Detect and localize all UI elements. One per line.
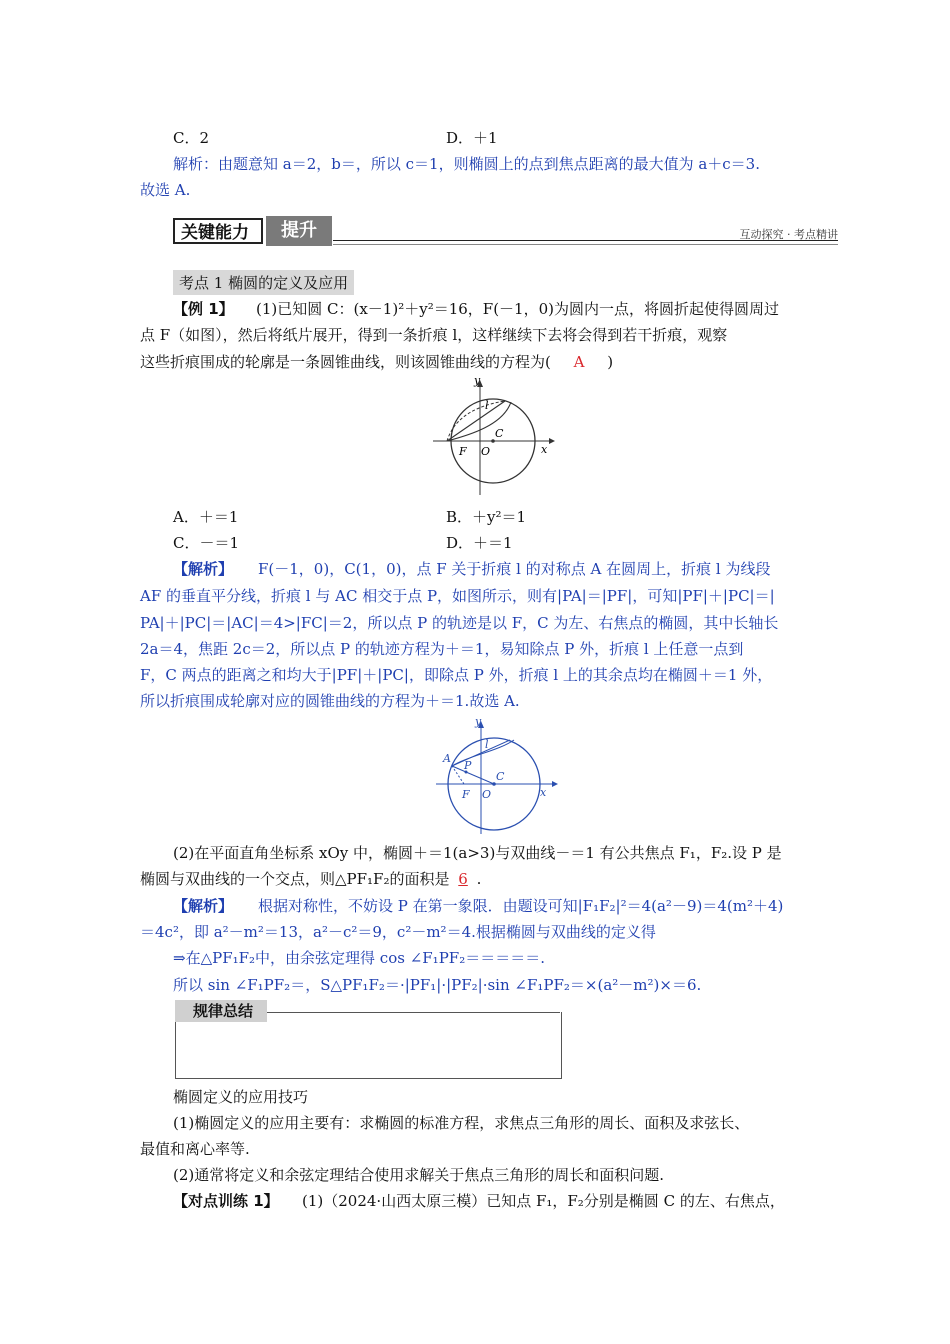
summary-tab: 规律总结: [175, 1000, 267, 1022]
option-d: D．＋1: [446, 129, 498, 147]
analysis-line: 根据对称性，不妨设 P 在第一象限．由题设可知|F₁F₂|²＝4(a²－9)＝4(m²＋4): [258, 897, 784, 915]
answer: 6: [458, 870, 468, 888]
problem-text: [140, 868, 481, 889]
label-a: A: [443, 752, 451, 765]
summary-text: (1)椭圆定义的应用主要有：求椭圆的标准方程，求焦点三角形的周长、面积及求弦长、: [173, 1114, 750, 1132]
option-c: C．2: [173, 129, 210, 147]
summary-title: 椭圆定义的应用技巧: [173, 1088, 309, 1106]
figure-circle-fold-p: [428, 716, 563, 841]
label-f: F: [462, 788, 470, 801]
period: .: [476, 870, 482, 888]
option-a: A．＋＝1: [173, 508, 239, 526]
analysis-line: AF 的垂直平分线，折痕 l 与 AC 相交于点 P，如图所示，则有|PA|＝|PF|，可知|PF|＋|PC|＝|: [140, 587, 775, 605]
close-paren: ): [607, 353, 614, 371]
label-p: P: [464, 759, 472, 772]
label-o: O: [481, 445, 491, 458]
analysis-line: PA|＋|PC|＝|AC|＝4>|FC|＝2，所以点 P 的轨迹是以 F，C 为左、右焦点的椭圆，其中长轴长: [140, 614, 779, 632]
problem-text-part: 椭圆与双曲线的一个交点，则△PF₁F₂的面积是: [140, 870, 450, 888]
summary-text: 最值和离心率等.: [140, 1140, 250, 1158]
option-d: D．＋＝1: [446, 534, 513, 552]
divider: [333, 244, 838, 245]
option-c: C．－＝1: [173, 534, 240, 552]
example-text-part: 这些折痕围成的轮廓是一条圆锥曲线，则该圆锥曲线的方程为(: [140, 353, 551, 371]
figure-circle-fold: [425, 375, 560, 500]
label-l: l: [485, 738, 489, 751]
x-arrow: [549, 438, 555, 444]
training-text: (1)（2024·山西太原三模）已知点 F₁，F₂分别是椭圆 C 的左、右焦点，: [302, 1192, 785, 1210]
problem-text: (2)在平面直角坐标系 xOy 中，椭圆＋＝1(a>3)与双曲线－＝1 有公共焦点 F₁，F₂.设 P 是: [173, 844, 782, 862]
label-y: y: [474, 375, 481, 387]
label-f: F: [459, 445, 467, 458]
section-tab: 提升: [266, 216, 332, 246]
summary-box: [175, 1012, 562, 1079]
analysis-line: 2a＝4，焦距 2c＝2，所以点 P 的轨迹方程为＋＝1，易知除点 P 外，折痕 l 上任意一点到: [140, 640, 744, 658]
label-c: C: [495, 427, 504, 440]
section-title: 关键能力: [173, 218, 263, 244]
training-label: 【对点训练 1】: [173, 1192, 279, 1210]
answer: A: [573, 353, 585, 371]
summary-text: (2)通常将定义和余弦定理结合使用求解关于焦点三角形的周长和面积问题.: [173, 1166, 665, 1184]
topic-heading: 考点 1 椭圆的定义及应用: [173, 270, 354, 295]
label-c: C: [496, 770, 505, 783]
option-b: B．＋y²＝1: [446, 508, 527, 526]
explanation-line: 故选 A.: [140, 181, 191, 199]
label-x: x: [540, 786, 547, 799]
analysis-label: 【解析】: [173, 560, 234, 578]
section-subtitle: 互动探究 · 考点精讲: [739, 228, 838, 241]
label-y: y: [475, 716, 482, 728]
example-label: 【例 1】: [173, 300, 234, 318]
analysis-line: ⇒在△PF₁F₂中，由余弦定理得 cos ∠F₁PF₂＝＝＝＝＝.: [173, 949, 545, 967]
label-l: l: [485, 399, 489, 412]
x-arrow: [552, 781, 558, 787]
analysis-line: 所以折痕围成轮廓对应的圆锥曲线的方程为＋＝1.故选 A.: [140, 692, 520, 710]
analysis-line: F(－1，0)，C(1，0)，点 F 关于折痕 l 的对称点 A 在圆周上，折痕 l 为线段: [258, 560, 771, 578]
analysis-line: F，C 两点的距离之和均大于|PF|＋|PC|，即除点 P 外，折痕 l 上的其余点均在椭圆＋＝1 外，: [140, 666, 773, 684]
explanation-line: 解析：由题意知 a＝2，b＝，所以 c＝1，则椭圆上的点到焦点距离的最大值为 a＋c＝3.: [173, 155, 760, 173]
example-text: [140, 351, 613, 372]
analysis-line: 所以 sin ∠F₁PF₂＝，S△PF₁F₂＝·|PF₁|·|PF₂|·sin ∠F₁PF₂＝×(a²－m²)×＝6.: [173, 976, 702, 994]
label-x: x: [541, 443, 548, 456]
label-o: O: [482, 788, 492, 801]
example-text: 点 F（如图），然后将纸片展开，得到一条折痕 l，这样继续下去将会得到若干折痕，观察: [140, 326, 728, 344]
analysis-line: ＝4c²，即 a²－m²＝13，a²－c²＝9，c²－m²＝4.根据椭圆与双曲线的定义得: [140, 923, 656, 941]
example-text: (1)已知圆 C：(x－1)²＋y²＝16，F(－1，0)为圆内一点，将圆折起使得圆周过: [256, 300, 779, 318]
summary-box-top: [267, 1012, 560, 1013]
analysis-label: 【解析】: [173, 897, 234, 915]
segment-ac: [452, 766, 494, 784]
